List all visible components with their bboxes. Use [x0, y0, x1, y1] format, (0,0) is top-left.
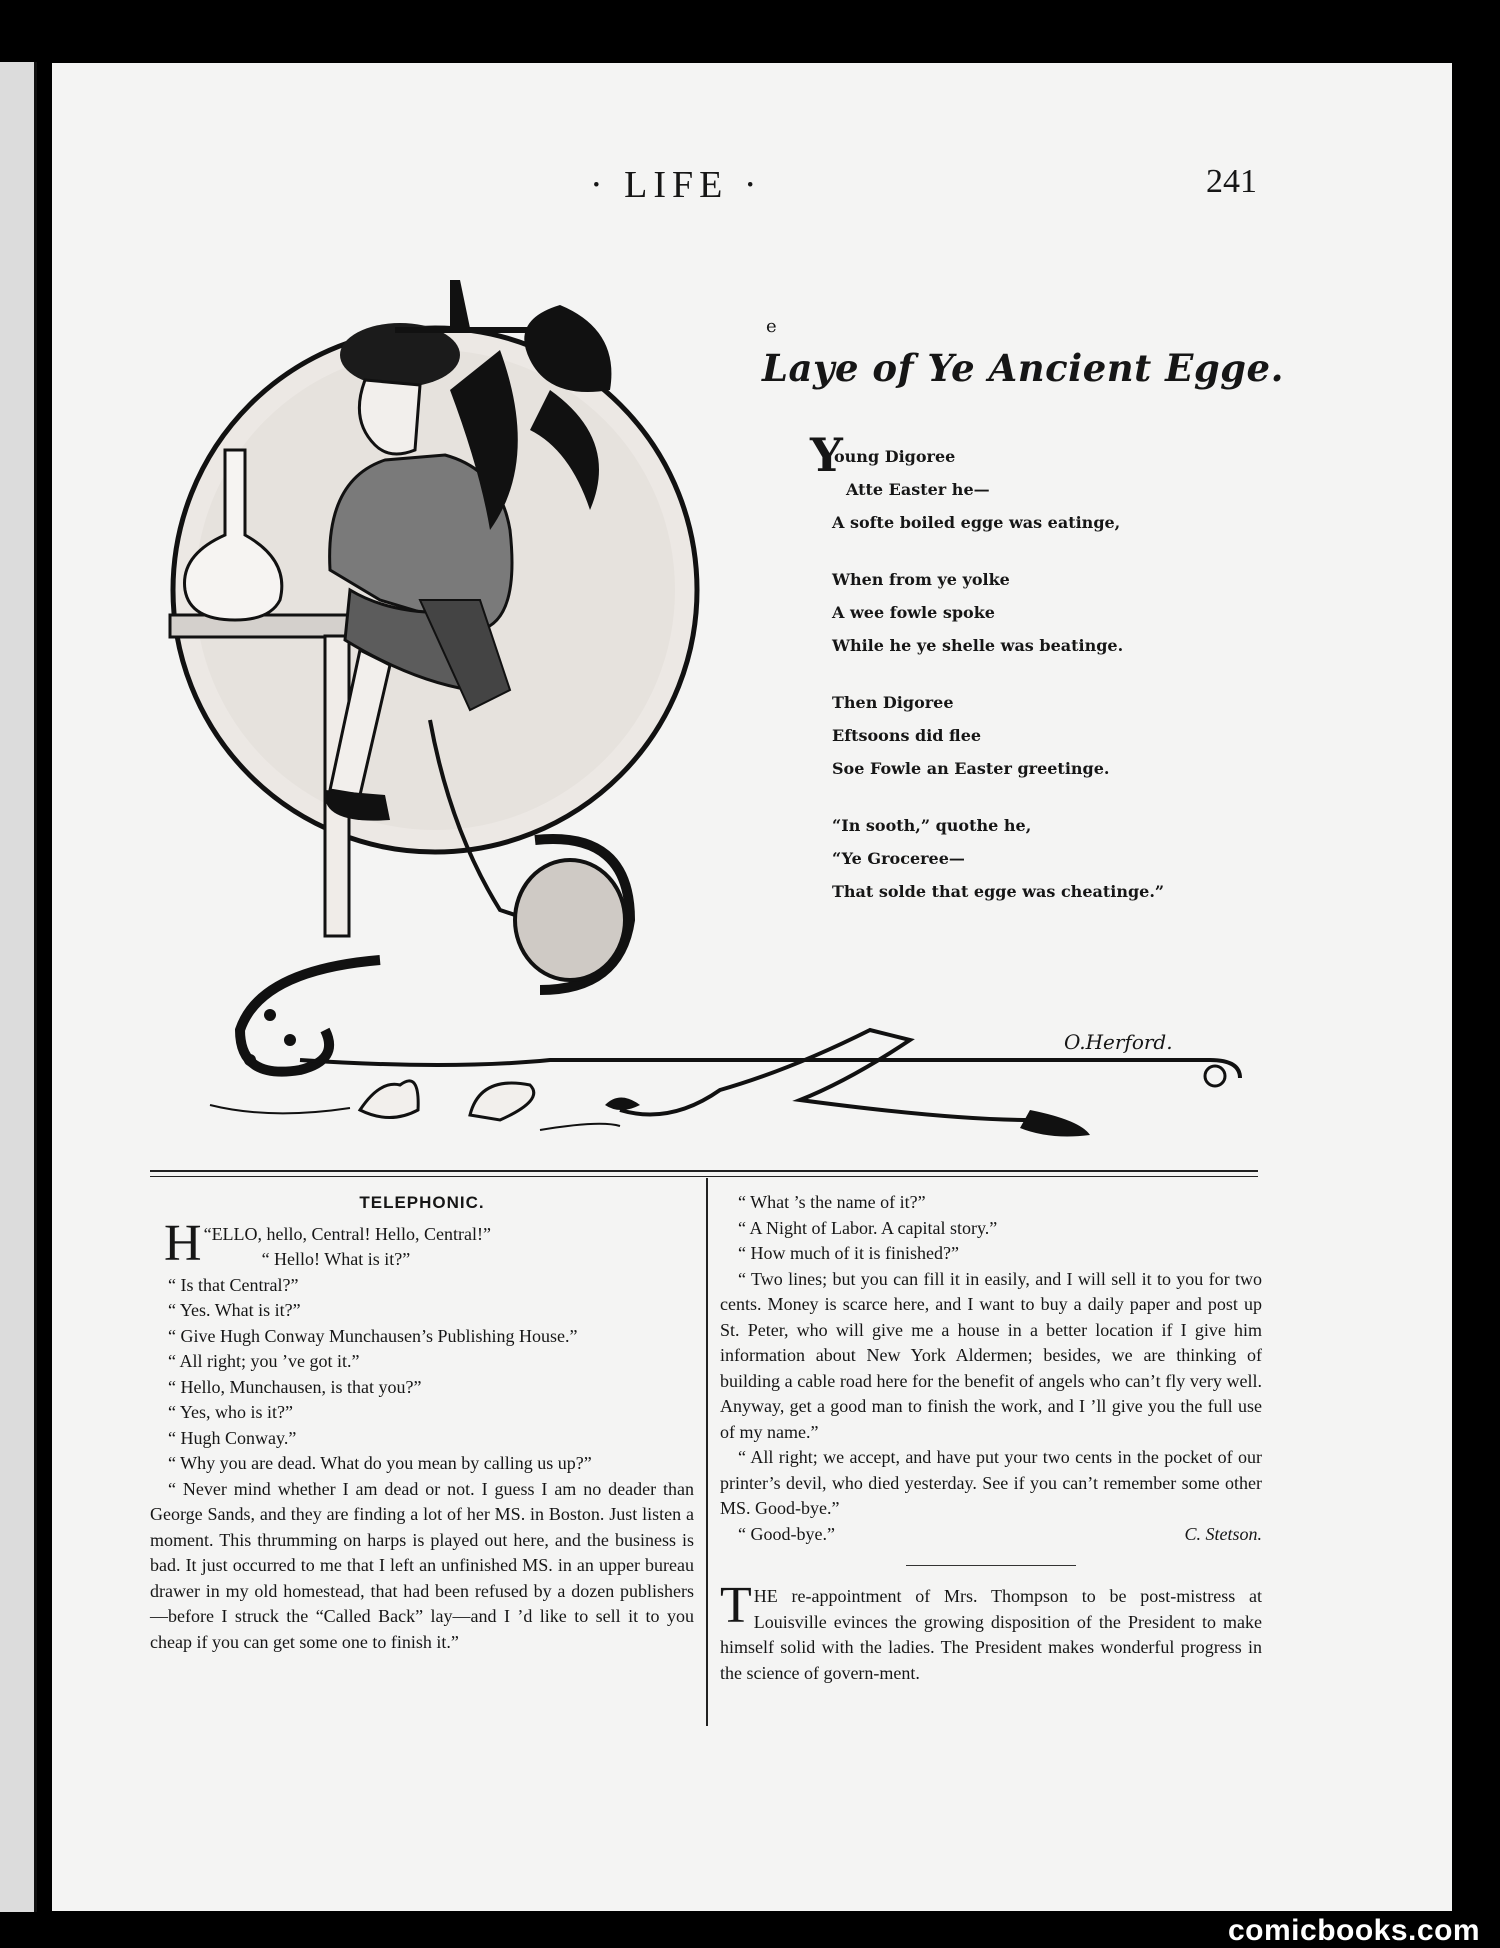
- paragraph-text: HE re-appointment of Mrs. Thompson to be post-mistress at Louisville evinces the growing disposition of the President to make himself solid with the ladies. The President makes wonderful progress in the science of govern-ment.: [720, 1586, 1262, 1683]
- site-watermark: comicbooks.com: [1228, 1914, 1481, 1947]
- article-paragraph: “ Hugh Conway.”: [168, 1427, 297, 1448]
- poem-line: Eftsoons did flee: [832, 726, 982, 745]
- telephonic-article: [150, 1190, 694, 1655]
- poem-stanza: [832, 686, 1232, 785]
- poem-line: Soe Fowle an Easter greetinge.: [832, 759, 1110, 778]
- article-heading: TELEPHONIC.: [359, 1193, 485, 1212]
- egg-shell-illustration: [360, 1081, 418, 1118]
- running-figure-legs: [605, 1030, 1090, 1136]
- article-paragraph: “ Give Hugh Conway Munchausen’s Publishing House.”: [168, 1325, 578, 1346]
- poem-line: oung Digoree: [834, 447, 956, 466]
- paragraph-text: “ Good-bye.”: [738, 1523, 835, 1544]
- poem-line: “In sooth,” quothe he,: [832, 816, 1032, 835]
- poem-line: “Ye Groceree—: [832, 849, 965, 868]
- article-paragraph: “ Two lines; but you can fill it in easily, and I will sell it to you for two cents. Money is scarce here, and I want to buy a daily paper and post up St. Peter, who will give me a house in a better location if I give him information about New York Aldermen; besides, we are thinking of building a cable road here for the benefit of angels who can’t fly very well. Anyway, get a good man to finish the work, and I ’ll give you the full use of my name.”: [720, 1268, 1262, 1442]
- article-paragraph: “ All right; you ’ve got it.”: [168, 1351, 360, 1371]
- poem-title: Laye of Ye Ancient Egge.: [762, 346, 1284, 390]
- poem-line: Then Digoree: [832, 693, 954, 712]
- telephonic-article-continued: [720, 1190, 1262, 1686]
- poem-line: A softe boiled egge was eatinge,: [832, 513, 1121, 532]
- news-item-paragraph: [720, 1577, 1262, 1686]
- artist-signature: O.Herford.: [1064, 1030, 1173, 1054]
- poem-line: Atte Easter he—: [846, 480, 990, 499]
- article-paragraph: “ Never mind whether I am dead or not. I guess I am no deader than George Sands, and they are finding a lot of her MS. in Boston. Just listen a moment. This thrumming on harps is played out here, and the business is bad. It just occurred to me that I left an unfinished MS. in an upper bureau drawer in my old homestead, that had been refused by a dozen publishers—before I struck the “Called Back” lay—and I ’d like to sell it to you cheap if you can get some one to finish it.”: [150, 1478, 694, 1652]
- poem-line: That solde that egge was cheatinge.”: [832, 882, 1165, 901]
- article-paragraph: “ Yes. What is it?”: [168, 1300, 301, 1320]
- bird-illustration: [470, 1083, 534, 1120]
- poem-initial: Y: [810, 428, 843, 482]
- article-paragraph: “ Why you are dead. What do you mean by calling us up?”: [168, 1453, 592, 1473]
- article-paragraph: “ All right; we accept, and have put your two cents in the pocket of our printer’s devil, who died yesterday. See if you can’t remember some other MS. Good-bye.”: [720, 1447, 1262, 1518]
- poem-stanza: [832, 563, 1232, 662]
- poem-line: While he ye shelle was beatinge.: [832, 636, 1124, 655]
- poem-stanza: [832, 809, 1232, 908]
- drop-cap: T: [720, 1577, 752, 1634]
- author-byline: C. Stetson.: [1184, 1523, 1262, 1544]
- opening-quote: “: [203, 1223, 212, 1244]
- page-number: 241: [1206, 163, 1257, 200]
- article-closing-line: [720, 1522, 1262, 1548]
- article-paragraph: “ How much of it is finished?”: [738, 1243, 959, 1263]
- poem-line: When from ye yolke: [832, 570, 1010, 589]
- poem-stanza: [810, 428, 1232, 539]
- page-header: [0, 163, 1500, 223]
- article-paragraph: “ What ’s the name of it?”: [738, 1192, 926, 1212]
- article-paragraph: “ Is that Central?”: [168, 1274, 299, 1295]
- article-paragraph: “ Hello, Munchausen, is that you?”: [168, 1376, 422, 1397]
- section-divider: [150, 1170, 1258, 1177]
- column-divider: [706, 1178, 708, 1726]
- previous-page-edge: [0, 62, 37, 1912]
- article-paragraph: “ A Night of Labor. A capital story.”: [738, 1217, 998, 1238]
- poem: [810, 428, 1232, 932]
- poem-line: A wee fowle spoke: [832, 603, 995, 622]
- article-paragraph: “ Yes, who is it?”: [168, 1402, 293, 1422]
- paragraph-text: ELLO, hello, Central! Hello, Central!”: [211, 1223, 491, 1244]
- article-paragraph: “ Hello! What is it?”: [261, 1249, 411, 1269]
- drop-cap: H: [164, 1214, 202, 1272]
- running-title: · LIFE ·: [590, 164, 763, 206]
- short-divider: [906, 1565, 1076, 1566]
- poem-title-superscript: e: [766, 316, 777, 337]
